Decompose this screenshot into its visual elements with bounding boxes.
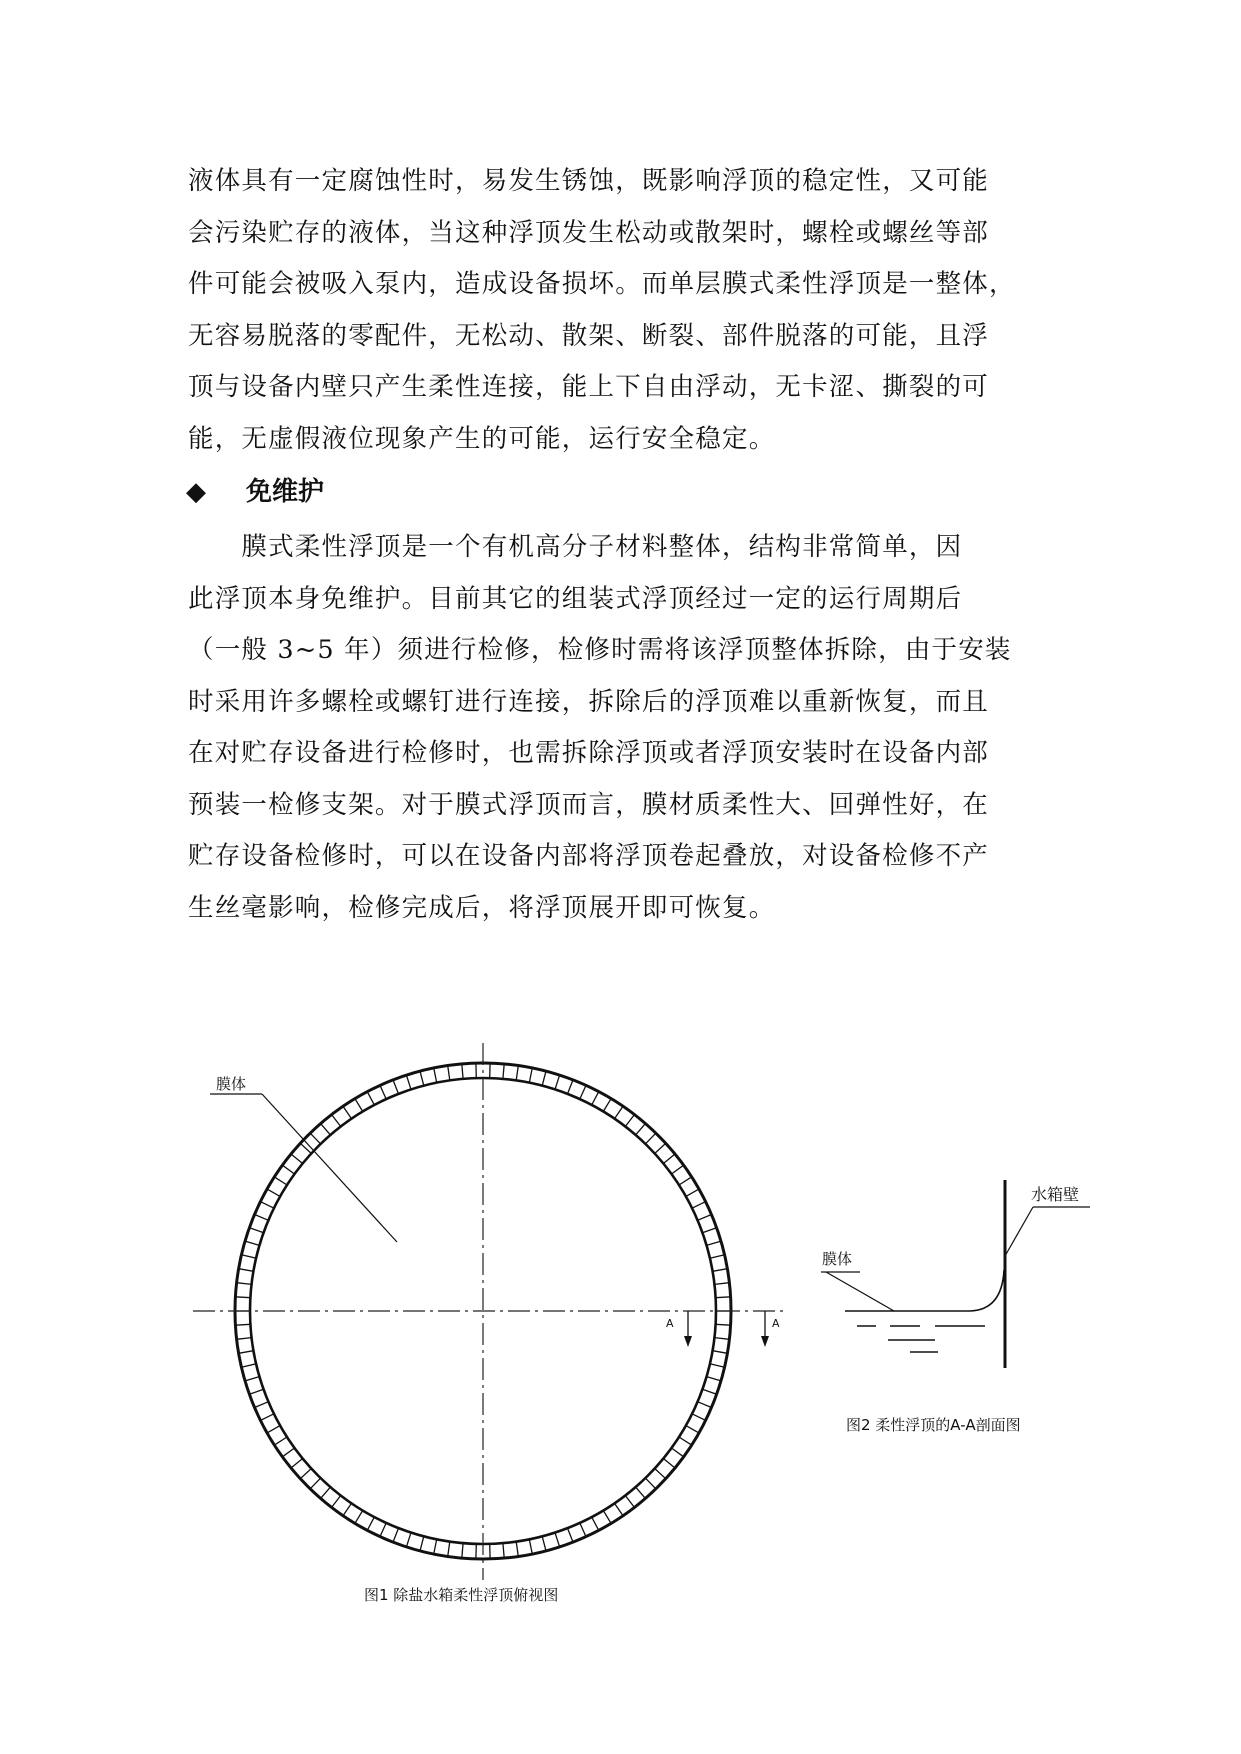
ring-segment — [434, 1539, 437, 1554]
ring-segment — [343, 1503, 352, 1515]
ring-segment — [260, 1414, 274, 1421]
ring-segment — [503, 1543, 504, 1558]
ring-segment — [516, 1066, 518, 1081]
section-marker-right: A — [772, 1317, 780, 1330]
ring-segment — [300, 1143, 311, 1153]
ring-segment — [282, 1165, 294, 1174]
ring-segment — [710, 1255, 725, 1258]
ring-segment — [568, 1080, 574, 1094]
text-line: 会污染贮存的液体，当这种浮顶发生松动或散架时，螺栓或螺丝等部 — [188, 217, 990, 248]
ring-segment — [625, 1115, 634, 1127]
ring-segment — [235, 1297, 250, 1298]
ring-segment — [310, 1133, 320, 1144]
text-line: （一般 3~5 年）须进行检修，检修时需将该浮顶整体拆除，由于安装 — [188, 635, 1012, 665]
ring-segment — [710, 1364, 725, 1367]
ring-segment — [420, 1536, 424, 1551]
ring-segment — [603, 1511, 611, 1524]
figure-2-caption: 图2 柔性浮顶的A-A剖面图 — [846, 1416, 1021, 1434]
ring-segment — [393, 1080, 399, 1094]
ring-segment — [707, 1241, 721, 1245]
ring-segment — [310, 1478, 320, 1489]
ring-segment — [542, 1536, 546, 1551]
ring-segment — [291, 1154, 303, 1164]
ring-segment — [380, 1085, 386, 1099]
ring-segment — [462, 1543, 463, 1558]
tank-wall-leader-line — [1005, 1207, 1033, 1256]
ring-segment — [367, 1517, 374, 1530]
text-line: 在对贮存设备进行检修时，也需拆除浮顶或者浮顶安装时在设备内部 — [188, 738, 990, 768]
ring-segment — [355, 1511, 363, 1524]
ring-segment — [237, 1338, 252, 1340]
ring-segment — [235, 1324, 250, 1325]
ring-segment — [503, 1064, 504, 1079]
ring-segment — [713, 1351, 728, 1354]
text-line: 此浮顶本身免维护。目前其它的组装式浮顶经过一定的运行周期后 — [188, 583, 963, 614]
ring-segment — [529, 1068, 532, 1083]
ring-segment — [592, 1517, 599, 1530]
ring-segment — [332, 1115, 341, 1127]
ring-segment — [672, 1448, 684, 1457]
ring-segment — [255, 1402, 269, 1408]
ring-segment — [239, 1269, 254, 1272]
ring-segment — [274, 1177, 287, 1185]
ring-segment — [713, 1269, 728, 1272]
figure-1-caption: 图1 除盐水箱柔性浮顶俯视图 — [364, 1586, 559, 1604]
ring-segment — [291, 1459, 303, 1469]
ring-segment — [406, 1075, 411, 1089]
ring-segment — [715, 1283, 730, 1285]
ring-segment — [692, 1414, 706, 1421]
section-heading-text: 免维护 — [246, 477, 325, 507]
ring-segment — [716, 1324, 731, 1325]
ring-segment — [255, 1215, 269, 1221]
ring-segment — [274, 1437, 287, 1445]
ring-segment — [462, 1064, 463, 1079]
text-line: 顶与设备内壁只产生柔性连接，能上下自由浮动，无卡涩、撕裂的可 — [188, 372, 990, 402]
diamond-bullet-icon: ◆ — [186, 477, 206, 507]
ring-segment — [679, 1437, 692, 1445]
ring-segment — [282, 1448, 294, 1457]
ring-segment — [420, 1071, 424, 1086]
ring-segment — [692, 1202, 706, 1209]
ring-segment — [241, 1255, 256, 1258]
ring-segment — [555, 1533, 560, 1547]
ring-segment — [434, 1068, 437, 1083]
ring-segment — [260, 1202, 274, 1209]
ring-segment — [267, 1426, 280, 1433]
ring-segment — [580, 1523, 586, 1537]
membrane-leader-line-2 — [826, 1272, 894, 1311]
membrane-label-2: 膜体 — [822, 1250, 853, 1268]
ring-segment — [615, 1106, 624, 1118]
ring-segment — [239, 1351, 254, 1354]
text-line: 液体具有一定腐蚀性时，易发生锈蚀，既影响浮顶的稳定性，又可能 — [188, 166, 990, 196]
text-line: 能，无虚假液位现象产生的可能，运行安全稳定。 — [188, 423, 776, 454]
ring-segment — [321, 1487, 331, 1498]
ring-segment — [702, 1228, 716, 1233]
figure-1-top-view — [193, 1043, 785, 1604]
ring-segment — [625, 1496, 634, 1508]
ring-segment — [332, 1496, 341, 1508]
ring-segment — [663, 1154, 675, 1164]
ring-segment — [516, 1542, 518, 1557]
text-line: 件可能会被吸入泵内，造成设备损坏。而单层膜式柔性浮顶是一整体， — [188, 269, 1016, 299]
ring-segment — [679, 1177, 692, 1185]
ring-segment — [592, 1092, 599, 1105]
ring-segment — [698, 1215, 712, 1221]
ring-segment — [448, 1066, 450, 1081]
tank-wall-label: 水箱壁 — [1031, 1185, 1080, 1204]
ring-segment — [343, 1106, 352, 1118]
section-arrowhead-left-icon — [684, 1336, 692, 1347]
ring-segment — [555, 1075, 560, 1089]
ring-segment — [568, 1528, 574, 1542]
ring-segment — [707, 1377, 721, 1381]
figure-2-section-view — [821, 1180, 1090, 1434]
ring-segment — [655, 1143, 666, 1153]
text-line: 预装一检修支架。对于膜式浮顶而言，膜材质柔性大、回弹性好，在 — [188, 789, 990, 820]
text-line: 生丝毫影响，检修完成后，将浮顶展开即可恢复。 — [188, 892, 776, 923]
ring-segment — [672, 1165, 684, 1174]
section-marker-left: A — [666, 1317, 674, 1330]
ring-segment — [321, 1124, 331, 1135]
section-arrowhead-right-icon — [761, 1336, 769, 1347]
membrane-section-curve — [845, 1270, 1004, 1311]
ring-segment — [686, 1189, 699, 1196]
ring-segment — [715, 1338, 730, 1340]
ring-segment — [448, 1542, 450, 1557]
ring-segment — [249, 1389, 263, 1394]
ring-segment — [636, 1124, 646, 1135]
ring-segment — [249, 1228, 263, 1233]
ring-segment — [698, 1402, 712, 1408]
ring-segment — [702, 1389, 716, 1394]
ring-segment — [529, 1539, 532, 1554]
ring-segment — [655, 1469, 666, 1479]
ring-segment — [580, 1085, 586, 1099]
ring-segment — [636, 1487, 646, 1498]
ring-segment — [355, 1099, 363, 1112]
ring-segment — [237, 1283, 252, 1285]
ring-segment — [367, 1092, 374, 1105]
ring-segment — [603, 1099, 611, 1112]
ring-segment — [380, 1523, 386, 1537]
text-line: 贮存设备检修时，可以在设备内部将浮顶卷起叠放，对设备检修不产 — [188, 841, 990, 871]
ring-segment — [645, 1478, 655, 1489]
ring-segment — [716, 1297, 731, 1298]
ring-segment — [686, 1426, 699, 1433]
text-line: 时采用许多螺栓或螺钉进行连接，拆除后的浮顶难以重新恢复，而且 — [188, 686, 990, 717]
text-line: 无容易脱落的零配件，无松动、散架、断裂、部件脱落的可能，且浮 — [188, 320, 990, 351]
ring-segment — [241, 1364, 256, 1367]
ring-segment — [245, 1241, 259, 1245]
ring-segment — [663, 1459, 675, 1469]
membrane-label: 膜体 — [216, 1075, 247, 1093]
ring-segment — [615, 1503, 624, 1515]
ring-segment — [267, 1189, 280, 1196]
text-line: 膜式柔性浮顶是一个有机高分子材料整体，结构非常简单，因 — [188, 532, 963, 562]
ring-segment — [645, 1133, 655, 1144]
ring-segment — [245, 1377, 259, 1381]
ring-segment — [406, 1533, 411, 1547]
ring-segment — [393, 1528, 399, 1542]
ring-segment — [542, 1071, 546, 1086]
ring-segment — [300, 1469, 311, 1479]
